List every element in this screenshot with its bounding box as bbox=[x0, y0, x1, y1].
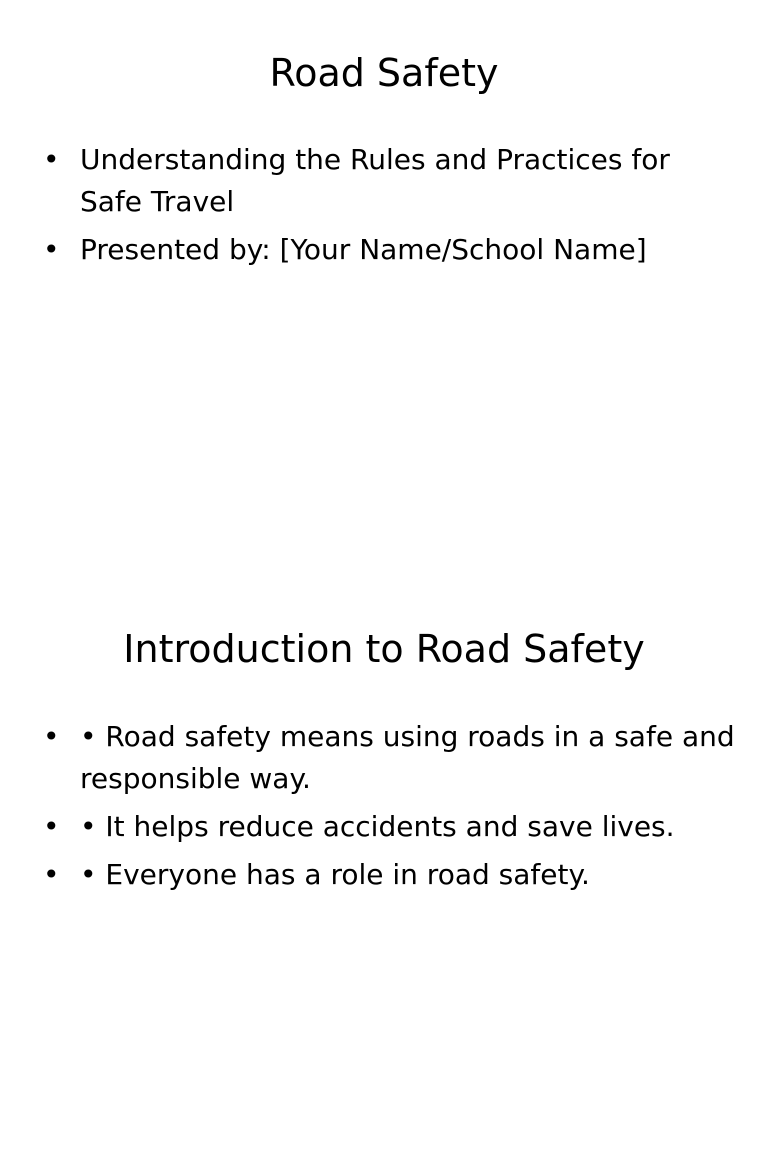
slide-introduction bbox=[0, 576, 768, 1152]
bullet-item bbox=[38, 806, 738, 848]
slide-title: Introduction to Road Safety bbox=[123, 627, 645, 671]
bullet-icon: • bbox=[43, 143, 60, 176]
bullet-list bbox=[38, 139, 738, 277]
slide-title: Road Safety bbox=[269, 51, 499, 95]
bullet-text: Understanding the Rules and Practices for Safe Travel bbox=[80, 143, 670, 218]
bullet-icon: • bbox=[43, 233, 60, 266]
bullet-item bbox=[38, 854, 738, 896]
bullet-icon: • bbox=[43, 858, 60, 891]
bullet-item bbox=[38, 229, 738, 271]
bullet-icon: • bbox=[43, 810, 60, 843]
bullet-icon: • bbox=[43, 720, 60, 753]
bullet-text: • Everyone has a role in road safety. bbox=[80, 858, 590, 891]
bullet-text: Presented by: [Your Name/School Name] bbox=[80, 233, 647, 266]
bullet-text: • It helps reduce accidents and save lives. bbox=[80, 810, 675, 843]
bullet-item bbox=[38, 139, 738, 223]
bullet-item bbox=[38, 716, 738, 800]
bullet-list bbox=[38, 716, 738, 902]
bullet-text: • Road safety means using roads in a safe and responsible way. bbox=[80, 720, 735, 795]
